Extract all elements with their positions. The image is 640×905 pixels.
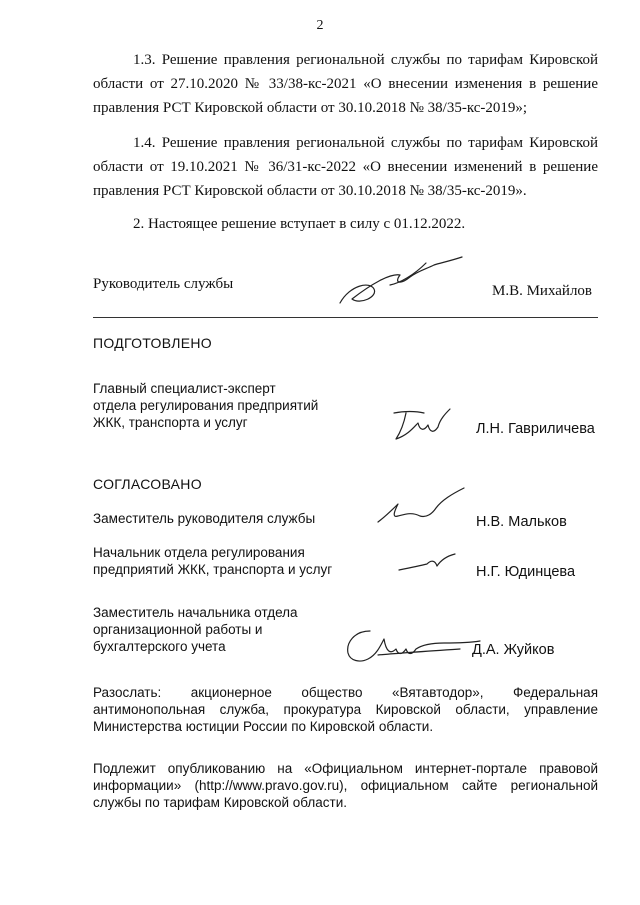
signer-1-signature: [372, 486, 472, 530]
signer-3-name: Д.А. Жуйков: [472, 642, 555, 658]
signer-3-signature: [340, 625, 490, 669]
prepared-position: Главный специалист-эксперт отдела регулирования предприятий ЖКК, транспорта и услуг: [93, 381, 319, 430]
head-name: М.В. Михайлов: [492, 283, 593, 299]
distribution-line-1: Разослать: акционерное общество «Вятавтодор», Федеральная: [93, 685, 598, 700]
head-position: Руководитель службы: [93, 276, 234, 292]
prepared-signature: [390, 405, 460, 445]
distribution: [93, 684, 598, 735]
item-2: 2. Настоящее решение вступает в силу с 01.12.2022.: [133, 216, 466, 232]
signer-1-name: Н.В. Мальков: [476, 514, 567, 530]
signer-1-position: Заместитель руководителя службы: [93, 511, 316, 526]
signer-2-position: Начальник отдела регулирования предприятий ЖКК, транспорта и услуг: [93, 545, 333, 577]
publication-note: Подлежит опубликованию на «Официальном интернет-портале правовой информации» (http://www.pravo.gov.ru), официальном сайте региональной службы по тарифам Кировской области.: [93, 761, 598, 810]
item-1-4: 1.4. Решение правления региональной службы по тарифам Кировской области от 19.10.2021 № 36/31-кс-2022 «О внесении изменений в решение правления РСТ Кировской области от 30.10.2018 № 38/35-кс-2019».: [93, 135, 598, 199]
signer-2-signature: [395, 550, 465, 580]
prepared-name: Л.Н. Гавриличева: [476, 421, 595, 437]
divider: [93, 317, 598, 318]
head-signature: [330, 255, 470, 311]
signer-2-name: Н.Г. Юдинцева: [476, 564, 576, 580]
prepared-title: ПОДГОТОВЛЕНО: [93, 335, 212, 351]
signer-3-position: Заместитель начальника отдела организационной работы и бухгалтерского учета: [93, 605, 298, 654]
approved-title: СОГЛАСОВАНО: [93, 476, 202, 492]
distribution-label: Разослать:: [93, 685, 162, 700]
distribution-rest: антимонопольная служба, прокуратура Кировской области, управление Министерства юстиции России по Кировской области.: [93, 702, 598, 734]
item-1-3: 1.3. Решение правления региональной службы по тарифам Кировской области от 27.10.2020 № 33/38-кс-2021 «О внесении изменения в решение правления РСТ Кировской области от 30.10.2018 № 38/35-кс-2019»;: [93, 52, 598, 116]
page-number: 2: [316, 18, 324, 33]
